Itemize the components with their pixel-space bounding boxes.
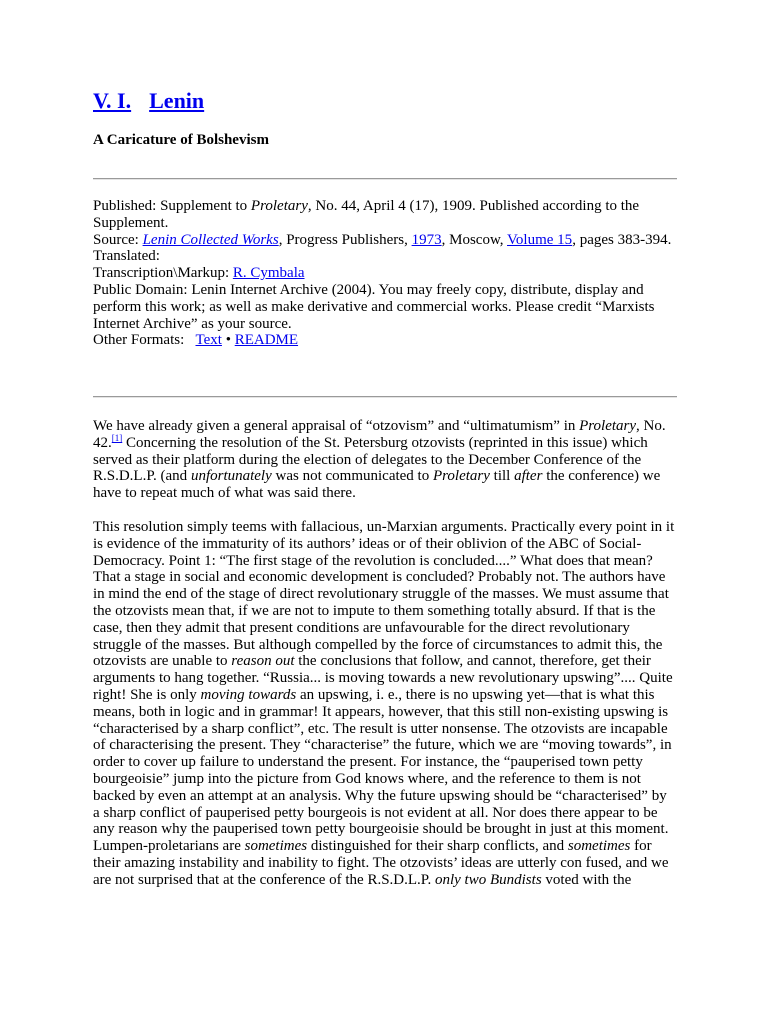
other-formats-label: Other Formats: — [93, 332, 185, 349]
published-label: Published: — [93, 198, 157, 214]
divider-bottom — [93, 396, 677, 398]
text-run: an upswing, i. e., there is no upswing yet—that is what this means, both in logic and in grammar! It appears, however, that this still non-existing upswing is “characterised by a sharp conflict”, etc. The result is utter nonsense. The otzovists are incapable of characterising the present. They “characterise” the future, which we are “moving towards”, in order to cover up failure to understand the present. For instance, the “pauperised town petty bourgeoisie” jump into the picture from God knows where, and the reference to them is not backed by even an attempt at an analysis. Why the future upswing should be “characterised” by a sharp conflict of pauperised petty bourgeois is not evident at all. Nor does there appear to be any reason why the pauperised town petty bourgeoisie should be brought in just at this moment. Lumpen-proletarians are — [93, 686, 672, 855]
italic-run: sometimes — [244, 838, 308, 855]
italic-run: sometimes — [567, 838, 631, 855]
italic-run: only two Bundists — [434, 871, 542, 888]
published-text: Supplement to — [156, 198, 251, 214]
footnote-marker[interactable] — [112, 433, 123, 443]
paragraph-2 — [93, 519, 677, 889]
source-text-2: , Moscow, — [441, 231, 508, 248]
italic-run: unfortunately — [190, 468, 272, 485]
divider-top — [93, 178, 677, 180]
text-run: Concerning the resolution of the St. Petersburg otzovists (reprinted in this issue) which served as their platform during the election of delegates to the December Conference of the R.S.D.L.P. (and — [93, 434, 648, 485]
text-run: , No. 42. — [93, 418, 666, 451]
collected-works-link-text: Lenin Collected Works — [142, 231, 279, 248]
text-run: the conference) we have to repeat much of what was said there. — [93, 468, 661, 502]
text-run: distinguished for their sharp conflicts, and — [307, 838, 568, 855]
transcription-line — [93, 265, 677, 282]
paragraph-1 — [93, 418, 677, 502]
transcriber-link[interactable]: R. Cymbala — [232, 265, 305, 282]
bullet-separator: • — [221, 332, 235, 349]
source-label: Source: — [93, 231, 139, 248]
source-line — [93, 232, 677, 249]
other-formats-line — [93, 332, 677, 349]
published-line — [93, 198, 677, 232]
published-text-end: , No. 44, April 4 (17), 1909. Published according to the Supplement. — [93, 198, 640, 231]
source-text-3: , pages 383-394. — [572, 231, 672, 248]
published-italic: Proletary — [250, 198, 308, 214]
text-format-link[interactable]: Text — [195, 332, 222, 349]
public-domain-line: Public Domain: Lenin Internet Archive (2004). You may freely copy, distribute, display and perform this work; as well as make derivative and commercial works. Please credit “Marxists Internet Archive” as your source. — [93, 281, 655, 332]
translated-line: Translated: — [93, 248, 160, 265]
italic-run: moving towards — [200, 686, 297, 703]
year-link[interactable]: 1973 — [411, 231, 442, 248]
work-title: A Caricature of Bolshevism — [93, 132, 269, 148]
text-run: voted with the — [541, 871, 632, 888]
author-link-name[interactable]: Lenin — [149, 88, 205, 113]
italic-run: Proletary — [579, 418, 637, 434]
publication-info — [93, 198, 677, 349]
italic-run: after — [514, 468, 543, 485]
text-run: the conclusions that follow, and cannot, therefore, get their arguments to hang together. “Russia... is moving towards a new revolutionary upswing”.... Quite right! She is only — [93, 653, 673, 703]
volume-link[interactable]: Volume 15 — [507, 231, 573, 248]
italic-run: reason out — [231, 653, 295, 670]
footnote-link[interactable]: [1] — [111, 432, 123, 443]
source-text-1: , Progress Publishers, — [278, 231, 412, 248]
author-link-initials[interactable]: V. I. — [93, 88, 132, 113]
text-run: This resolution simply teems with fallacious, un-Marxian arguments. Practically every point in it is evidence of the immaturity of its authors’ ideas or of their oblivion of the ABC of Social-Democracy. Point 1: “The first stage of the revolution is concluded....” What does that mean? That a stage in social and economic development is concluded? Probably not. The authors have in mind the end of the stage of direct revolutionary struggle of the masses. We must assume that the otzovists mean that, if we are not to impute to them something totally absurd. If that is the case, then they admit that present conditions are unfavourable for the direct revolutionary struggle of the masses. But although compelled by the force of circumstances to admit this, the otzovists are unable to — [93, 519, 675, 670]
text-run: till — [489, 468, 515, 485]
transcription-label: Transcription\Markup: — [93, 265, 233, 282]
collected-works-link[interactable] — [143, 232, 279, 248]
text-run: We have already given a general appraisal of “otzovism” and “ultimatumism” in — [93, 418, 580, 434]
italic-run: Proletary — [432, 468, 490, 485]
text-run: for their amazing instability and inability to fight. The otzovists’ ideas are utterly con fused, and we are not surprised that at the conference of the R.S.D.L.P. — [93, 838, 669, 888]
text-run: was not communicated to — [271, 468, 433, 485]
author-heading — [93, 88, 204, 114]
readme-link[interactable]: README — [234, 332, 299, 349]
